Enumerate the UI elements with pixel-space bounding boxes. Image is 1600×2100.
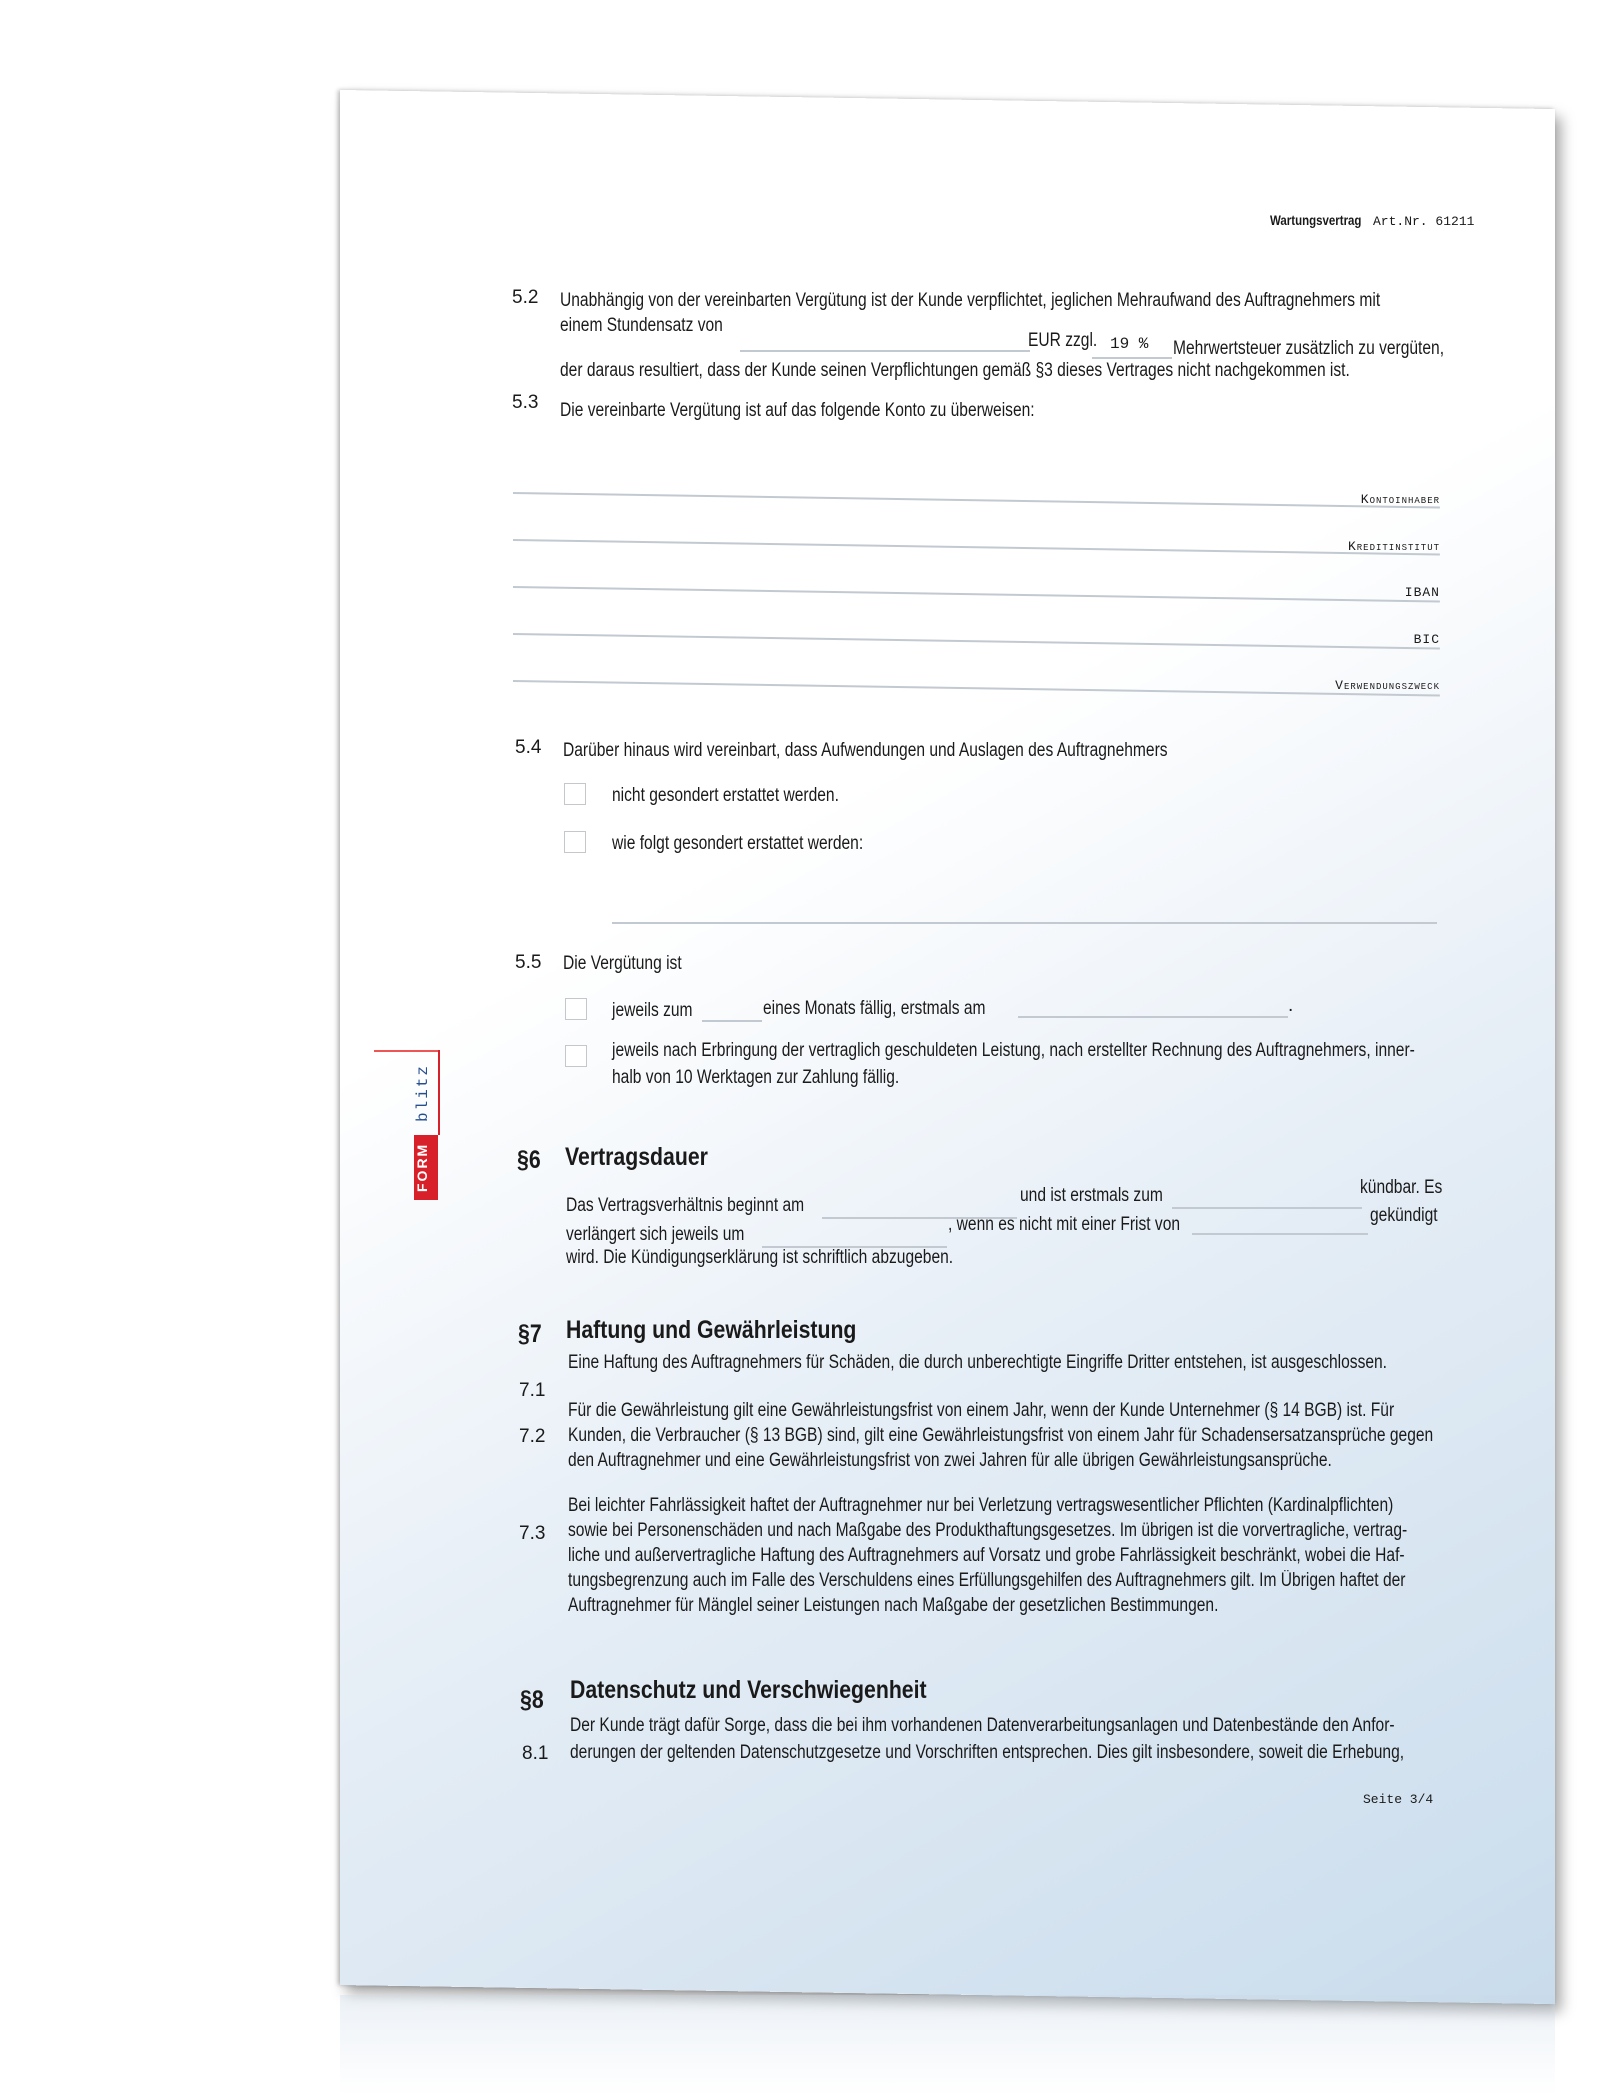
checkbox-label: wie folgt gesondert erstattet werden:	[612, 833, 864, 854]
reference-label: Verwendungszweck	[1335, 678, 1440, 693]
first-termination-field[interactable]	[1172, 1207, 1362, 1209]
section-heading: Vertragsdauer	[565, 1143, 708, 1171]
checkbox-reimbursed-as-follows[interactable]	[564, 831, 586, 853]
reimbursement-details-field[interactable]	[612, 922, 1437, 924]
notice-period-field[interactable]	[1192, 1233, 1368, 1235]
first-due-date-field[interactable]	[1018, 1016, 1288, 1018]
section-number: 7.3	[519, 1523, 546, 1544]
checkbox-label: halb von 10 Werktagen zur Zahlung fällig.	[612, 1067, 900, 1088]
section-number: 5.5	[515, 952, 542, 973]
header-doc-title: Wartungsvertrag	[1270, 212, 1362, 228]
paragraph-line: tungsbegrenzung auch im Falle des Verschuldens eines Erfüllungsgehilfen des Auftragnehmers gilt. Im Übrigen haftet der	[568, 1570, 1406, 1591]
section-number-heading: §7	[518, 1320, 542, 1348]
vat-rate-field[interactable]: 19 %	[1110, 335, 1149, 353]
checkbox-not-reimbursed[interactable]	[564, 783, 586, 805]
paragraph-line: EUR zzgl.	[1028, 330, 1098, 351]
header-art-nr: Art.Nr. 61211	[1373, 214, 1475, 229]
paragraph-line: Für die Gewährleistung gilt eine Gewährleistungsfrist von einem Jahr, wenn der Kunde Unternehmer (§ 14 BGB) ist. Für	[568, 1400, 1395, 1421]
paragraph-line: Eine Haftung des Auftragnehmers für Schäden, die durch unberechtigte Eingriffe Dritter entstehen, ist ausgeschlossen.	[568, 1352, 1388, 1373]
checkbox-label: jeweils zum	[612, 1000, 693, 1021]
section-number: 5.2	[512, 287, 539, 308]
section-number-heading: §8	[520, 1686, 544, 1714]
checkbox-monthly[interactable]	[565, 998, 587, 1020]
section-number: 8.1	[522, 1743, 549, 1764]
section-number-heading: §6	[517, 1146, 541, 1174]
paragraph-line: verlängert sich jeweils um	[566, 1224, 745, 1245]
logo-blitz: blitz	[414, 1050, 440, 1135]
hourly-rate-field[interactable]	[740, 350, 1030, 352]
monthly-day-field[interactable]	[702, 1020, 762, 1022]
paragraph-line: der daraus resultiert, dass der Kunde seinen Verpflichtungen gemäß §3 dieses Vertrages nicht nachgekommen ist.	[560, 360, 1350, 381]
paragraph-line: einem Stundensatz von	[560, 315, 723, 336]
bank-label: Kreditinstitut	[1347, 539, 1440, 554]
paragraph-line: sowie bei Personenschäden und nach Maßgabe des Produkthaftungsgesetzes. Im übrigen ist die vorvertragliche, vertrag-	[568, 1520, 1408, 1541]
paragraph-line: Unabhängig von der vereinbarten Vergütung ist der Kunde verpflichtet, jeglichen Mehraufwand des Auftragnehmers mit	[560, 290, 1381, 311]
paragraph-line: und ist erstmals zum	[1020, 1185, 1163, 1206]
logo-form: FORM	[414, 1135, 438, 1200]
page-number: Seite 3/4	[1363, 1792, 1434, 1807]
section-number: 5.4	[515, 737, 542, 758]
vat-field-underline	[1092, 357, 1172, 359]
checkbox-after-service[interactable]	[565, 1045, 587, 1067]
paragraph-line: liche und außervertragliche Haftung des Auftragnehmers auf Vorsatz und grobe Fahrlässigkeit beschränkt, wobei die Haf-	[568, 1545, 1405, 1566]
paragraph-line: kündbar. Es	[1360, 1177, 1443, 1198]
paragraph-line: Der Kunde trägt dafür Sorge, dass die bei ihm vorhandenen Datenverarbeitungsanlagen und Datenbestände den Anfor-	[570, 1715, 1395, 1736]
paragraph-line: Die vereinbarte Vergütung ist auf das folgende Konto zu überweisen:	[560, 400, 1035, 421]
formblitz-logo	[414, 1050, 438, 1200]
section-heading: Haftung und Gewährleistung	[566, 1316, 857, 1344]
paragraph-line: Das Vertragsverhältnis beginnt am	[566, 1195, 805, 1216]
section-heading: Datenschutz und Verschwiegenheit	[570, 1676, 927, 1704]
section-number: 7.1	[519, 1380, 546, 1401]
checkbox-label: nicht gesondert erstattet werden.	[612, 785, 839, 806]
paragraph-line: Auftragnehmer für Mänglel seiner Leistungen nach Maßgabe der gesetzlichen Bestimmungen.	[568, 1595, 1219, 1616]
paragraph-line: Mehrwertsteuer zusätzlich zu vergüten,	[1173, 338, 1445, 359]
bic-label: BIC	[1413, 632, 1440, 647]
paragraph-line: derungen der geltenden Datenschutzgesetze und Vorschriften entsprechen. Dies gilt insbesondere, soweit die Erhebung,	[570, 1742, 1405, 1763]
section-number: 5.3	[512, 392, 539, 413]
paragraph-line: den Auftragnehmer und eine Gewährleistungsfrist von zwei Jahren für alle übrigen Gewährleistungsansprüche.	[568, 1450, 1332, 1471]
paragraph-line: Darüber hinaus wird vereinbart, dass Aufwendungen und Auslagen des Auftragnehmers	[563, 740, 1168, 761]
checkbox-label: jeweils nach Erbringung der vertraglich geschuldeten Leistung, nach erstellter Rechnung des Auftragnehmers, inner-	[612, 1040, 1415, 1061]
paragraph-line: Kunden, die Verbraucher (§ 13 BGB) sind, gilt eine Gewährleistungsfrist von einem Jahr für Schadensersatzansprüche gegen	[568, 1425, 1434, 1446]
paragraph-line: gekündigt	[1370, 1205, 1438, 1226]
paragraph-line: Die Vergütung ist	[563, 953, 682, 974]
account-holder-label: Kontoinhaber	[1360, 492, 1440, 507]
checkbox-label: eines Monats fällig, erstmals am	[763, 998, 986, 1019]
period: .	[1288, 995, 1294, 1016]
paragraph-line: Bei leichter Fahrlässigkeit haftet der Auftragnehmer nur bei Verletzung vertragswesentlicher Pflichten (Kardinalpflichten)	[568, 1495, 1394, 1516]
paragraph-line: , wenn es nicht mit einer Frist von	[948, 1214, 1181, 1235]
iban-label: IBAN	[1404, 585, 1440, 600]
paragraph-line: wird. Die Kündigungserklärung ist schriftlich abzugeben.	[566, 1247, 954, 1268]
section-number: 7.2	[519, 1426, 546, 1447]
